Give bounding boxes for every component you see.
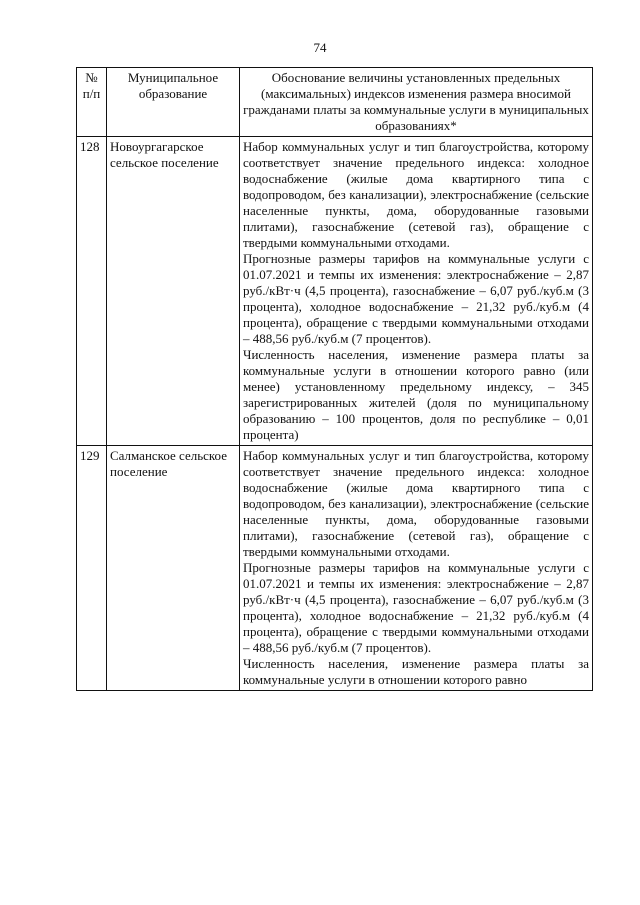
row-num: 129	[77, 446, 107, 691]
row-municipality: Салманское сельское поселение	[107, 446, 240, 691]
population-paragraph: Численность населения, изменение размера платы за коммунальные услуги в отношении которого равно	[243, 656, 589, 687]
header-num: № п/п	[77, 68, 107, 137]
table-row	[77, 446, 593, 691]
tariffs-paragraph: Прогнозные размеры тарифов на коммунальные услуги с 01.07.2021 и темпы их изменения: электроснабжение – 2,87 руб./кВт·ч (4,5 процента), газоснабжение – 6,07 руб./куб.м (3 процента), холодное водоснабжение – 21,32 руб./куб.м (4 процента), обращение с твердыми коммунальными отходами – 488,56 руб./куб.м (7 процентов).	[243, 560, 589, 655]
row-num: 128	[77, 137, 107, 446]
header-municipality: Муниципальное образование	[107, 68, 240, 137]
services-paragraph: Набор коммунальных услуг и тип благоустройства, которому соответствует значение предельного индекса: холодное водоснабжение (жилые дома квартирного типа с водопроводом, без канализации), электроснабжение (сельские населенные пункты, дома, оборудованные газовыми плитами), газоснабжение (сетевой газ), обращение с твердыми коммунальными отходами.	[243, 448, 589, 559]
services-paragraph: Набор коммунальных услуг и тип благоустройства, которому соответствует значение предельного индекса: холодное водоснабжение (жилые дома квартирного типа с водопроводом, без канализации), электроснабжение (сельские населенные пункты, дома, оборудованные газовыми плитами), газоснабжение (сетевой газ), обращение с твердыми коммунальными отходами.	[243, 139, 589, 250]
population-paragraph: Численность населения, изменение размера платы за коммунальные услуги в отношении которого равно (или менее) установленному предельному индексу, – 345 зарегистрированных жителей (доля по муниципальному образованию – 100 процентов, доля по республике – 0,01 процента)	[243, 347, 589, 442]
row-justification	[240, 137, 593, 446]
table-header-row	[77, 68, 593, 137]
page-number: 74	[313, 40, 327, 55]
tariff-table	[76, 67, 593, 691]
row-justification	[240, 446, 593, 691]
row-municipality: Новоургагарское сельское поселение	[107, 137, 240, 446]
table-row	[77, 137, 593, 446]
tariffs-paragraph: Прогнозные размеры тарифов на коммунальные услуги с 01.07.2021 и темпы их изменения: электроснабжение – 2,87 руб./кВт·ч (4,5 процента), газоснабжение – 6,07 руб./куб.м (3 процента), холодное водоснабжение – 21,32 руб./куб.м (4 процента), обращение с твердыми коммунальными отходами – 488,56 руб./куб.м (7 процентов).	[243, 251, 589, 346]
header-justification: Обоснование величины установленных предельных (максимальных) индексов изменения размера вносимой гражданами платы за коммунальные услуги в муниципальных образованиях*	[240, 68, 593, 137]
